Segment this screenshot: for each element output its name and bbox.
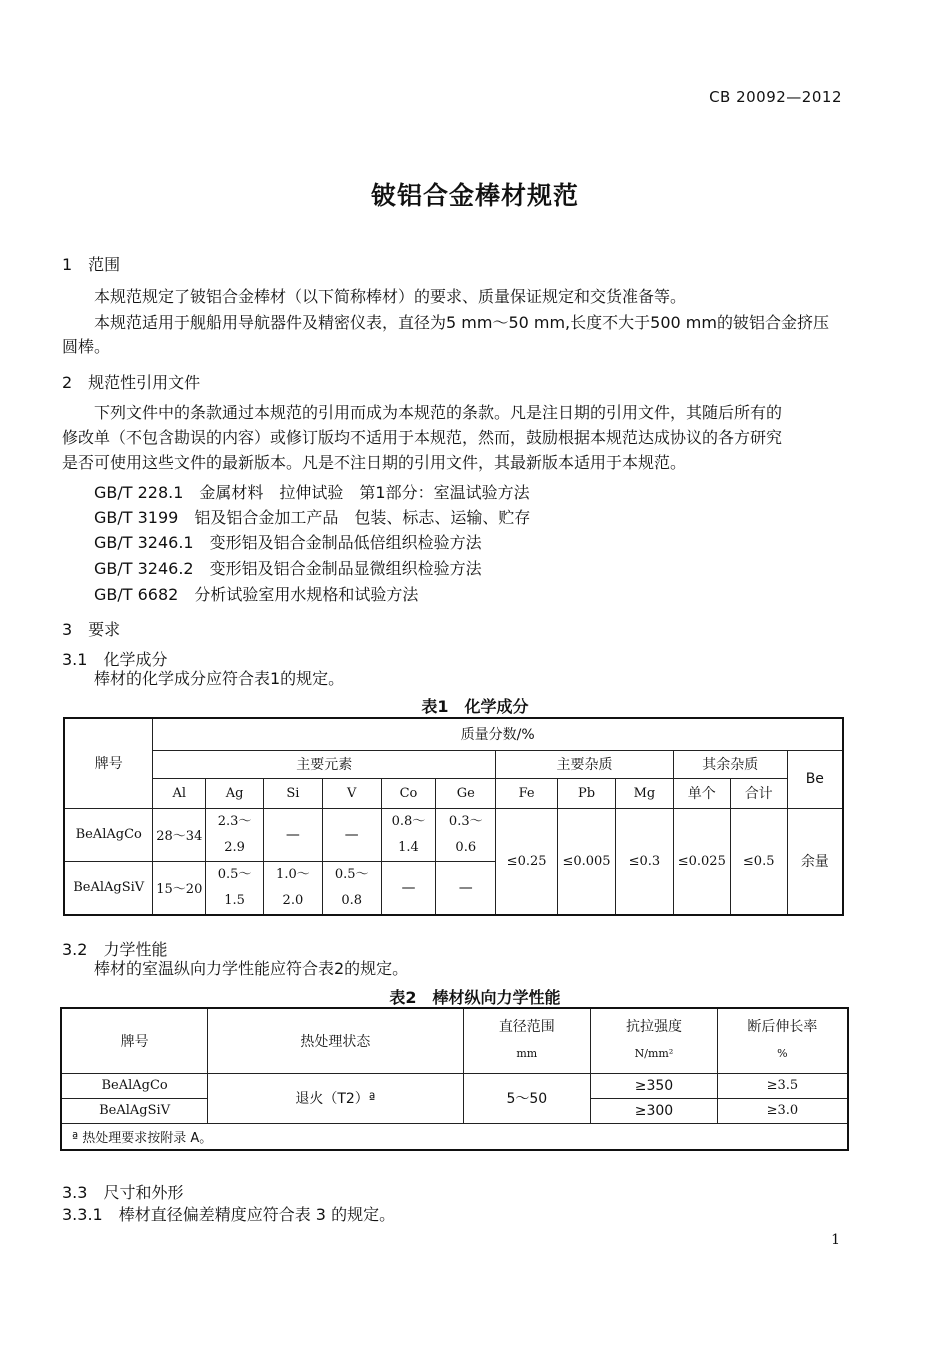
t1-row1-ag: 2.3～ 2.9 xyxy=(206,808,264,861)
reference-item: GB/T 6682 分析试验室用水规格和试验方法 xyxy=(94,585,419,604)
t2-row1-tensile: ≥350 xyxy=(591,1073,718,1098)
t2-row2-elongation: ≥3.0 xyxy=(717,1098,848,1123)
mechanical-properties-table xyxy=(60,1007,849,1151)
t2-row1-elongation: ≥3.5 xyxy=(717,1073,848,1098)
s2-paragraph-c: 是否可使用这些文件的最新版本。凡是不注日期的引用文件，其最新版本适用于本规范。 xyxy=(62,453,687,472)
t1-row1-v: — xyxy=(322,808,381,861)
t1-row1-grade: BeAlAgCo xyxy=(64,808,153,861)
section-3-3-1-text: 3.3.1 棒材直径偏差精度应符合表 3 的规定。 xyxy=(62,1205,396,1224)
section-3-3-heading: 3.3 尺寸和外形 xyxy=(62,1183,184,1202)
s1-paragraph-2a: 本规范适用于舰船用导航器件及精密仪表，直径为5 mm～50 mm,长度不大于500 mm的铍铝合金挤压 xyxy=(94,313,829,332)
s2-paragraph-b: 修改单（不包含勘误的内容）或修订版均不适用于本规范，然而，鼓励根据本规范达成协议的各方研究 xyxy=(62,428,783,447)
document-title: 铍铝合金棒材规范 xyxy=(370,181,579,210)
t2-header-grade: 牌号 xyxy=(61,1008,208,1073)
t1-row2-v: 0.5～ 0.8 xyxy=(322,861,381,915)
t1-col-mg: Mg xyxy=(615,778,673,808)
reference-item: GB/T 3199 铝及铝合金加工产品 包装、标志、运输、贮存 xyxy=(94,508,531,527)
t2-header-tensile: 抗拉强度 N/mm² xyxy=(591,1008,718,1073)
table-1-caption: 表1 化学成分 xyxy=(421,697,529,716)
s2-paragraph-a: 下列文件中的条款通过本规范的引用而成为本规范的条款。凡是注日期的引用文件，其随后所有的 xyxy=(94,403,783,422)
t1-header-grade: 牌号 xyxy=(64,718,153,808)
t1-col-si: Si xyxy=(264,778,323,808)
t1-col-al: Al xyxy=(153,778,206,808)
t1-row1-al: 28～34 xyxy=(153,808,206,861)
reference-item: GB/T 3246.1 变形铝及铝合金制品低倍组织检验方法 xyxy=(94,533,482,552)
t1-col-ag: Ag xyxy=(206,778,264,808)
t1-row2-co: — xyxy=(381,861,436,915)
t1-row2-grade: BeAlAgSiV xyxy=(64,861,153,915)
t1-row2-si: 1.0～ 2.0 xyxy=(264,861,323,915)
t2-row2-tensile: ≥300 xyxy=(591,1098,718,1123)
t1-col-ge: Ge xyxy=(436,778,496,808)
t1-single: ≤0.025 xyxy=(673,808,730,915)
section-2-heading: 2 规范性引用文件 xyxy=(62,373,201,392)
t2-footnote: ª 热处理要求按附录 A。 xyxy=(61,1123,848,1150)
t1-be-balance: 余量 xyxy=(787,808,843,915)
section-3-2-text: 棒材的室温纵向力学性能应符合表2的规定。 xyxy=(94,959,409,978)
t1-pb: ≤0.005 xyxy=(558,808,616,915)
t2-header-diameter: 直径范围 mm xyxy=(463,1008,591,1073)
t1-col-co: Co xyxy=(381,778,436,808)
t2-heat-treatment: 退火（T2）ª xyxy=(208,1073,463,1123)
section-3-1-heading: 3.1 化学成分 xyxy=(62,650,168,669)
reference-item: GB/T 3246.2 变形铝及铝合金制品显微组织检验方法 xyxy=(94,559,482,578)
t2-row2-grade: BeAlAgSiV xyxy=(61,1098,208,1123)
t1-total: ≤0.5 xyxy=(730,808,787,915)
standard-number: CB 20092—2012 xyxy=(709,88,842,106)
t1-row2-ge: — xyxy=(436,861,496,915)
s1-paragraph-2b: 圆棒。 xyxy=(62,337,111,356)
t1-fe: ≤0.25 xyxy=(496,808,558,915)
page-number: 1 xyxy=(831,1232,840,1248)
t1-mg: ≤0.3 xyxy=(615,808,673,915)
t1-header-other-impurities: 其余杂质 xyxy=(673,750,787,778)
t2-diameter: 5～50 xyxy=(463,1073,591,1123)
t1-row2-al: 15～20 xyxy=(153,861,206,915)
table-2-caption: 表2 棒材纵向力学性能 xyxy=(389,988,561,1007)
section-1-heading: 1 范围 xyxy=(62,255,121,274)
reference-item: GB/T 228.1 金属材料 拉伸试验 第1部分：室温试验方法 xyxy=(94,483,530,502)
t1-header-main-elements: 主要元素 xyxy=(153,750,496,778)
t1-row2-ag: 0.5～ 1.5 xyxy=(206,861,264,915)
section-3-heading: 3 要求 xyxy=(62,620,121,639)
chemical-composition-table xyxy=(63,717,844,916)
s1-paragraph-1: 本规范规定了铍铝合金棒材（以下简称棒材）的要求、质量保证规定和交货准备等。 xyxy=(94,287,687,306)
t2-row1-grade: BeAlAgCo xyxy=(61,1073,208,1098)
t1-row1-ge: 0.3～ 0.6 xyxy=(436,808,496,861)
t1-col-fe: Fe xyxy=(496,778,558,808)
t2-header-heat-treatment: 热处理状态 xyxy=(208,1008,463,1073)
t1-col-pb: Pb xyxy=(558,778,616,808)
section-3-1-text: 棒材的化学成分应符合表1的规定。 xyxy=(94,669,345,688)
t1-header-be: Be xyxy=(787,750,843,808)
t1-row1-si: — xyxy=(264,808,323,861)
t1-col-single: 单个 xyxy=(673,778,730,808)
t1-row1-co: 0.8～ 1.4 xyxy=(381,808,436,861)
section-3-2-heading: 3.2 力学性能 xyxy=(62,940,168,959)
t1-header-main-impurities: 主要杂质 xyxy=(496,750,674,778)
t1-header-mass-fraction: 质量分数/% xyxy=(153,718,843,750)
t1-col-v: V xyxy=(322,778,381,808)
t2-header-elongation: 断后伸长率 % xyxy=(717,1008,848,1073)
t1-col-total: 合计 xyxy=(730,778,787,808)
